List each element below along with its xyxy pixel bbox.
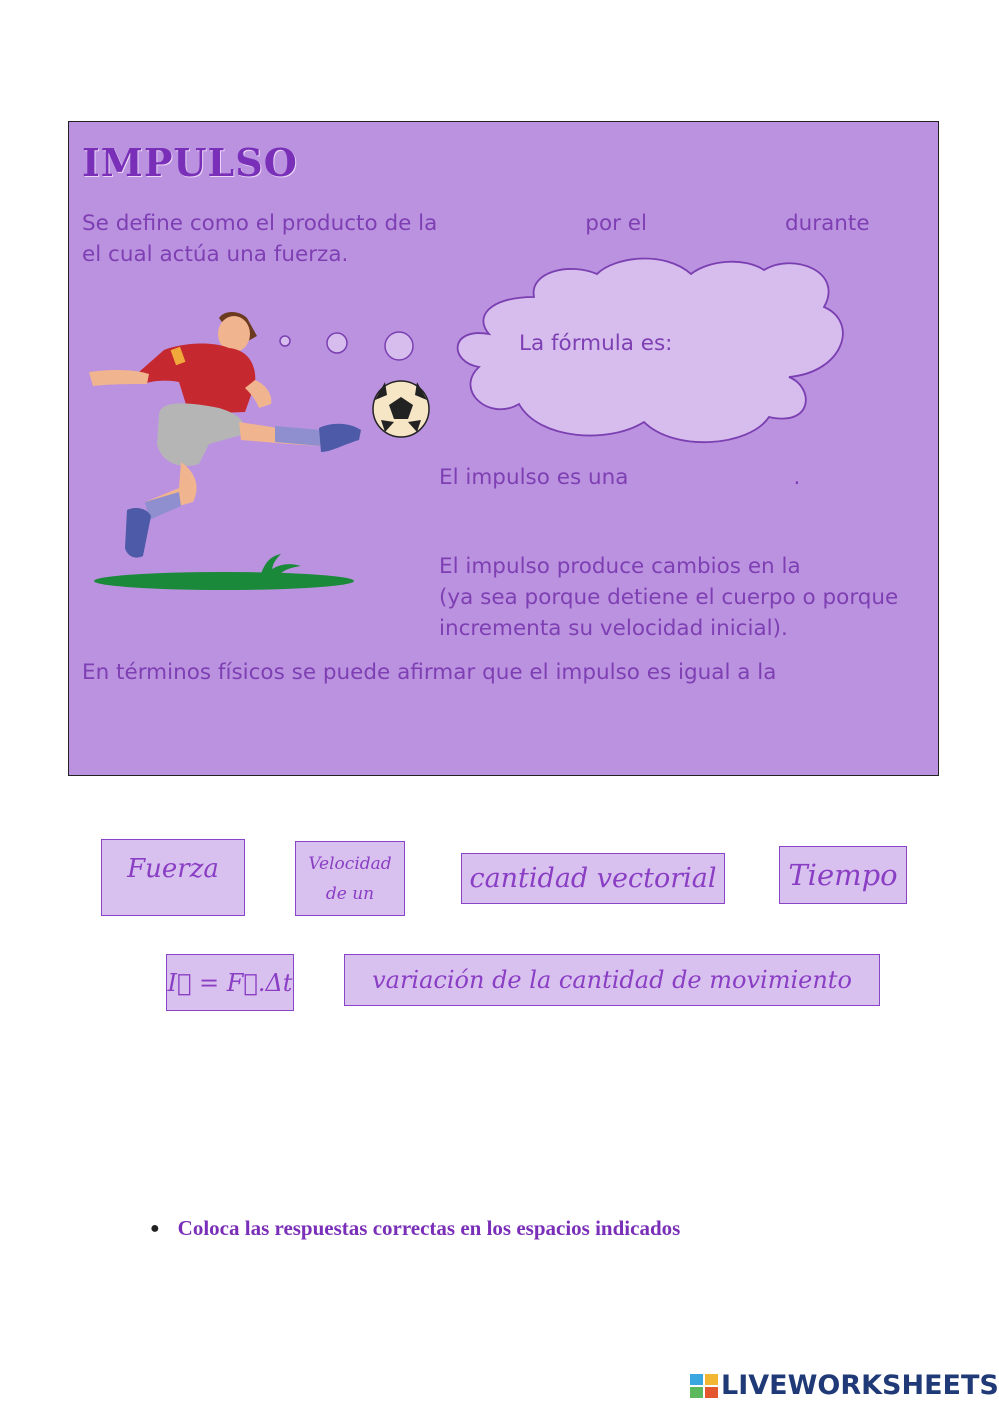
bullet-icon: ● — [150, 1220, 160, 1237]
changes-line-3: incrementa su velocidad inicial). — [439, 616, 788, 641]
instructions-text: Coloca las respuestas correctas en los espacios indicados — [177, 1216, 681, 1240]
answer-card-tiempo[interactable] — [779, 846, 907, 904]
instructions — [150, 1216, 680, 1241]
liveworksheets-brand — [690, 1370, 999, 1401]
impulse-is-line — [439, 462, 800, 493]
card-cantidad-vectorial-label: cantidad vectorial — [469, 863, 717, 894]
card-velocidad-line-1: Velocidad — [308, 853, 392, 874]
definition-text-3: durante — [784, 211, 870, 236]
card-formula-label: I⃗ = F⃗.Δt — [167, 968, 293, 997]
card-velocidad-line-2: de un — [325, 883, 375, 904]
soccer-player-illustration — [89, 312, 361, 558]
soccer-ball-icon — [373, 381, 429, 437]
impulso-panel — [68, 121, 939, 776]
answer-card-velocidad[interactable] — [295, 841, 405, 916]
page-title: IMPULSO — [82, 140, 298, 185]
changes-line-1: El impulso produce cambios en la — [439, 554, 801, 579]
blank-4[interactable] — [219, 697, 819, 731]
liveworksheets-logo-icon — [690, 1374, 718, 1398]
answer-card-variacion[interactable] — [344, 954, 880, 1006]
physics-line: En términos físicos se puede afirmar que el impulso es igual a la — [82, 660, 777, 685]
thought-bubble-small — [280, 336, 290, 346]
thought-bubble-medium — [327, 333, 347, 353]
impulse-is-period: . — [793, 465, 801, 490]
card-tiempo-label: Tiempo — [788, 858, 898, 892]
definition-text-1: Se define como el producto de la — [82, 211, 438, 236]
answer-card-cantidad-vectorial[interactable] — [461, 853, 725, 904]
answer-card-fuerza[interactable] — [101, 839, 245, 916]
definition-line-2: el cual actúa una fuerza. — [82, 242, 349, 267]
impulse-is-text: El impulso es una — [439, 465, 629, 490]
grass-icon — [94, 554, 354, 590]
definition-text-2: por el — [585, 211, 647, 236]
thought-bubble-large — [385, 332, 413, 360]
blank-formula[interactable] — [689, 332, 809, 362]
changes-line-2: (ya sea porque detiene el cuerpo o porque — [439, 585, 899, 610]
card-fuerza-label: Fuerza — [127, 854, 219, 884]
answer-card-formula[interactable] — [166, 954, 294, 1011]
brand-text: LIVEWORKSHEETS — [721, 1370, 999, 1401]
formula-prompt: La fórmula es: — [519, 331, 673, 356]
card-variacion-label: variación de la cantidad de movimiento — [372, 966, 852, 994]
